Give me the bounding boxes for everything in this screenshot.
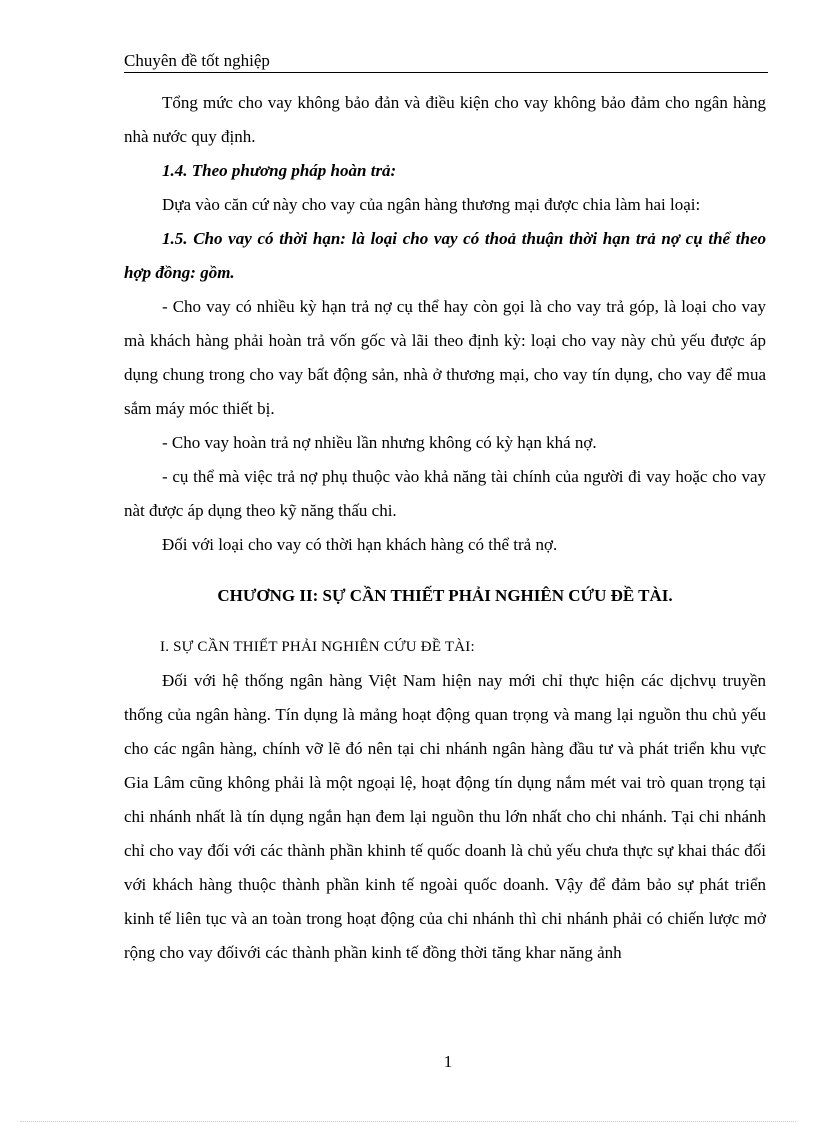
- paragraph-overdraft: - cụ thể mà việc trả nợ phụ thuộc vào khả năng tài chính của người đi vay hoặc cho vay nàt được áp dụng theo kỹ năng thấu chi.: [124, 467, 766, 520]
- chapter-title: CHƯƠNG II: SỰ CẦN THIẾT PHẢI NGHIÊN CỨU ĐỀ TÀI.: [217, 586, 673, 605]
- paragraph-bank-system: Đối với hệ thống ngân hàng Việt Nam hiện nay mới chỉ thực hiện các dịchvụ truyền thống của ngân hàng. Tín dụng là mảng hoạt động quan trọng và mang lại nguồn thu chủ yếu cho các ngân hàng, chính vỡ lẽ đó nên tại chi nhánh ngân hàng đầu tư và phát triển khu vực Gia Lâm cũng không phải là một ngoại lệ, hoạt động tín dụng nắm mét vai trò quan trọng tại chi nhánh nhất là tín dụng ngắn hạn đem lại nguồn thu lớn nhất cho chi nhánh. Tại chi nhánh chỉ cho vay đối với các thành phần khinh tế quốc doanh là chủ yếu chưa thực sự khai thác đối với khách hàng thuộc thành phần kinh tế ngoài quốc doanh. Vậy để đảm bảo sự phát triển kinh tế liên tục và an toàn trong hoạt động của chi nhánh thì chi nhánh phải có chiến lược mở rộng cho vay đốivới các thành phần kinh tế đồng thời tăng khar năng ảnh: [124, 671, 766, 962]
- page-number: 1: [443, 1052, 453, 1071]
- header-title: Chuyên đề tốt nghiệp: [124, 51, 270, 70]
- paragraph-multiple-repayment: - Cho vay hoàn trả nợ nhiều lần nhưng không có kỳ hạn khá nợ.: [162, 433, 597, 452]
- page-bottom-divider: [20, 1121, 796, 1122]
- document-body: [124, 86, 766, 970]
- paragraph-classification: Dựa vào căn cứ này cho vay của ngân hàng thương mại được chia làm hai loại:: [162, 195, 701, 214]
- paragraph-installment-loan: - Cho vay có nhiều kỳ hạn trả nợ cụ thể hay còn gọi là cho vay trả góp, là loại cho vay mà khách hàng phải hoàn trả vốn gốc và lãi theo định kỳ: loại cho vay này chủ yếu được áp dụng chung trong cho vay bất động sản, nhà ở thương mại, cho vay tín dụng, cho vay để mua sắm máy móc thiết bị.: [124, 297, 766, 418]
- paragraph-term-loan-repay: Đối với loại cho vay có thời hạn khách hàng có thể trả nợ.: [162, 535, 558, 554]
- heading-1-4: 1.4. Theo phương pháp hoàn trả:: [162, 161, 397, 180]
- page-header: [124, 50, 768, 73]
- paragraph-credit-limit: Tổng mức cho vay không bảo đản và điều kiện cho vay không bảo đảm cho ngân hàng nhà nước quy định.: [124, 93, 766, 146]
- section-title: I. SỰ CẦN THIẾT PHẢI NGHIÊN CỨU ĐỀ TÀI:: [160, 639, 475, 655]
- heading-1-5: 1.5. Cho vay có thời hạn: là loại cho vay có thoả thuận thời hạn trả nợ cụ thể theo hợp đồng: gồm.: [124, 229, 766, 282]
